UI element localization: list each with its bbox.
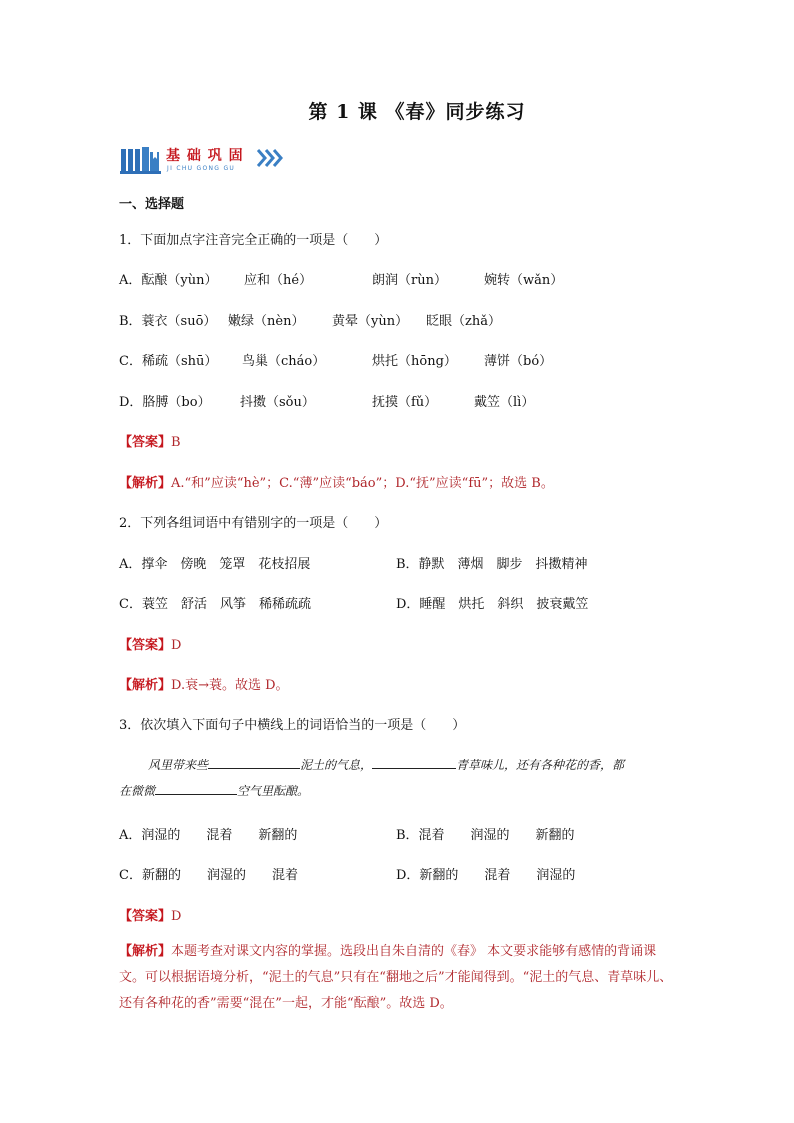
answer-tag: 【答案】	[119, 435, 172, 450]
analysis-tag: 【解析】	[119, 944, 172, 959]
q1-option-a-4: 婉转（wǎn）	[484, 273, 564, 288]
book-icon	[120, 146, 162, 176]
analysis-tag: 【解析】	[119, 476, 172, 491]
q3-answer	[119, 905, 181, 924]
analysis-tag: 【解析】	[119, 678, 172, 693]
fill-blank	[372, 756, 456, 769]
q2-stem: 2．下列各组词语中有错别字的一项是（ ）	[119, 516, 388, 531]
q1-option-b-3: 黄晕（yùn）	[332, 314, 409, 329]
fill-blank	[155, 782, 237, 795]
quote-text: 风里带来些	[148, 758, 209, 772]
q2-answer	[119, 634, 181, 653]
q1-option-d-1: D．胳膊（bo）	[119, 395, 211, 410]
q1-option-a-2: 应和（hé）	[244, 273, 313, 288]
answer-value: B	[171, 435, 181, 450]
q3-quote-line-1	[148, 756, 624, 773]
q3-option-d: D．新翻的 混着 润湿的	[396, 868, 576, 883]
q1-option-c-1: C．稀疏（shū）	[119, 354, 218, 369]
q1-option-d-3: 抚摸（fǔ）	[372, 395, 438, 410]
q1-option-b-1: B．蓑衣（suō）	[119, 314, 217, 329]
section-banner	[120, 144, 290, 178]
q1-stem: 1．下面加点字注音完全正确的一项是（ ）	[119, 233, 388, 248]
quote-text: 在微微	[119, 784, 156, 798]
q2-option-d: D．睡醒 烘托 斜织 披衰戴笠	[396, 597, 589, 612]
quote-text: 空气里酝酿。	[237, 784, 310, 798]
quote-text: 泥土的气息，	[300, 758, 373, 772]
q3-option-b: B．混着 润湿的 新翻的	[396, 828, 575, 843]
q3-option-a: A．润湿的 混着 新翻的	[119, 828, 298, 843]
q2-option-a: A．撑伞 傍晚 笼罩 花枝招展	[119, 557, 311, 572]
triple-chevron-icon	[257, 149, 285, 167]
q3-quote-line-2	[119, 782, 309, 799]
answer-tag: 【答案】	[119, 638, 172, 653]
q2-analysis	[119, 674, 289, 693]
page-title	[0, 97, 794, 124]
answer-value: D	[171, 909, 182, 924]
q2-option-b: B．静默 薄烟 脚步 抖擞精神	[396, 557, 588, 572]
q1-option-d-2: 抖擞（sǒu）	[240, 395, 315, 410]
q1-option-a-1: A．酝酿（yùn）	[119, 273, 218, 288]
title-text: 第 1 课 《春》同步练习	[308, 101, 526, 123]
q1-option-b-4: 眨眼（zhǎ）	[426, 314, 501, 329]
answer-value: D	[171, 638, 182, 653]
q1-option-c-3: 烘托（hōng）	[372, 354, 457, 369]
analysis-text: 本题考查对课文内容的掌握。选段出自朱自清的《春》 本文要求能够有感情的背诵课文。可以根据语境分析，“泥土的气息”只有在“翻地之后”才能闻得到。“泥土的气息、青草味儿、还有各种花的香”需要“混在”一起，才能“酝酿”。故选 D。	[119, 944, 673, 1011]
banner-title: 基 础 巩 固	[166, 148, 244, 164]
analysis-text: A.“和”应读“hè”；C.“薄”应读“báo”；D.“抚”应读“fū”；故选 B。	[171, 476, 554, 491]
q1-option-d-4: 戴笠（lì）	[474, 395, 535, 410]
banner-subtitle: JI CHU GONG GU	[167, 165, 236, 172]
q2-option-c: C．蓑笠 舒活 风筝 稀稀疏疏	[119, 597, 311, 612]
q1-option-c-4: 薄饼（bó）	[484, 354, 553, 369]
answer-tag: 【答案】	[119, 909, 172, 924]
q1-option-a-3: 朗润（rùn）	[372, 273, 447, 288]
analysis-text: D.衰→蓑。故选 D。	[171, 678, 289, 693]
quote-text: 青草味儿，还有各种花的香，都	[456, 758, 625, 772]
fill-blank	[208, 756, 300, 769]
q1-option-b-2: 嫩绿（nèn）	[228, 314, 305, 329]
q3-option-c: C．新翻的 润湿的 混着	[119, 868, 298, 883]
q1-option-c-2: 鸟巢（cháo）	[242, 354, 326, 369]
q1-analysis	[119, 472, 554, 491]
q3-analysis	[119, 939, 679, 1017]
q3-stem: 3．依次填入下面句子中横线上的词语恰当的一项是（ ）	[119, 718, 466, 733]
section-heading: 一、选择题	[119, 197, 185, 212]
q1-answer	[119, 431, 181, 450]
